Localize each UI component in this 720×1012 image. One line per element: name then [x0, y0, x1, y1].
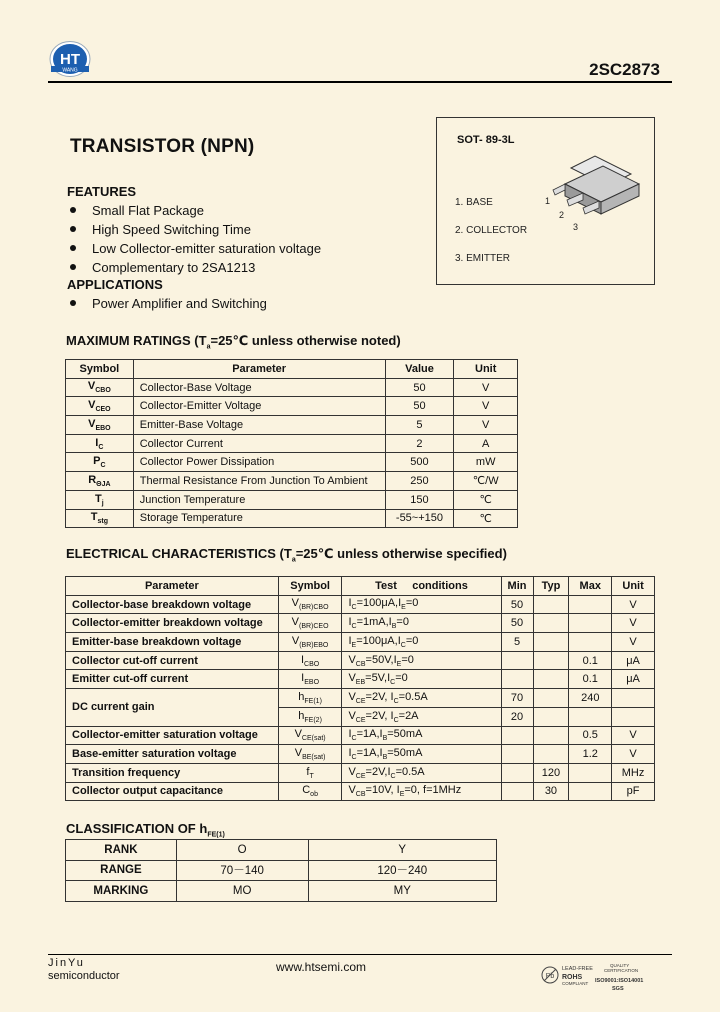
condition-cell: $V_{EB}=5V,I_C=0$	[342, 670, 501, 689]
table-cell: -55~+150	[385, 509, 454, 528]
table-cell	[533, 707, 569, 726]
table-cell: Collector Power Dissipation	[133, 453, 385, 472]
table-cell: Y	[308, 840, 497, 861]
symbol-cell: $h_{FE(1)}$	[278, 689, 342, 708]
table-cell: 5	[385, 416, 454, 435]
col-header: Symbol	[66, 360, 134, 379]
table-row	[66, 509, 518, 528]
symbol-cell: $R_{\Theta JA}$	[66, 472, 134, 491]
table-header-row	[66, 577, 655, 596]
pin-number-3: 3	[573, 222, 579, 232]
table-cell	[569, 782, 612, 801]
table-cell: 120	[533, 763, 569, 782]
table-cell: 240	[569, 689, 612, 708]
table-cell: A	[454, 434, 518, 453]
feature-item: High Speed Switching Time	[67, 220, 321, 239]
table-cell	[533, 670, 569, 689]
table-cell: 50	[385, 397, 454, 416]
applications-heading: APPLICATIONS	[67, 277, 163, 292]
table-cell: 250	[385, 472, 454, 491]
table-cell: MY	[308, 881, 497, 902]
table-cell: Emitter-base breakdown voltage	[66, 633, 279, 652]
table-cell	[533, 633, 569, 652]
col-header: Unit	[454, 360, 518, 379]
table-cell: 0.1	[569, 651, 612, 670]
package-name: SOT- 89-3L	[457, 134, 515, 146]
table-cell: 120－240	[308, 860, 497, 881]
col-header: Test conditions	[342, 577, 501, 596]
header-divider	[48, 81, 672, 83]
table-cell: 70－140	[176, 860, 308, 881]
table-row	[66, 472, 518, 491]
table-cell: pF	[612, 782, 655, 801]
footer-divider	[48, 954, 672, 955]
certification-logos	[540, 962, 660, 995]
max-ratings-table	[65, 359, 518, 528]
col-header: Typ	[533, 577, 569, 596]
electrical-characteristics-table	[65, 576, 655, 801]
table-cell: Collector-Emitter Voltage	[133, 397, 385, 416]
condition-cell: $V_{CB}=10V$, $I_E=0$, f=1MHz	[342, 782, 501, 801]
features-section	[67, 184, 321, 313]
application-item: Power Amplifier and Switching	[67, 294, 321, 313]
table-cell: 30	[533, 782, 569, 801]
symbol-cell: $V_{CE(sat)}$	[278, 726, 342, 745]
col-header: Max	[569, 577, 612, 596]
table-row	[66, 670, 655, 689]
table-row	[66, 595, 655, 614]
electrical-heading: ELECTRICAL CHARACTERISTICS ($T_a=25℃$ unless otherwise specified)	[66, 546, 507, 564]
table-cell: V	[612, 595, 655, 614]
symbol-cell: $V_{(BR)CEO}$	[278, 614, 342, 633]
feature-item: Small Flat Package	[67, 201, 321, 220]
table-row	[66, 726, 655, 745]
table-row	[66, 763, 655, 782]
table-cell	[501, 670, 533, 689]
table-cell: 20	[501, 707, 533, 726]
table-cell: Collector-base breakdown voltage	[66, 595, 279, 614]
table-cell: Base-emitter saturation voltage	[66, 745, 279, 764]
table-cell: O	[176, 840, 308, 861]
table-cell: 150	[385, 490, 454, 509]
symbol-cell: $I_{EBO}$	[278, 670, 342, 689]
condition-cell: $V_{CE}=2V,I_C=0.5A$	[342, 763, 501, 782]
table-cell: 500	[385, 453, 454, 472]
table-cell: Storage Temperature	[133, 509, 385, 528]
symbol-cell: $V_{CEO}$	[66, 397, 134, 416]
table-cell: Collector Current	[133, 434, 385, 453]
table-cell: V	[612, 614, 655, 633]
svg-text:ROHS: ROHS	[562, 974, 583, 981]
logo-text: HT	[60, 51, 80, 68]
table-cell: Collector cut-off current	[66, 651, 279, 670]
symbol-cell: $V_{BE(sat)}$	[278, 745, 342, 764]
table-cell: Transition frequency	[66, 763, 279, 782]
table-row	[66, 881, 497, 902]
pin-label-base: 1. BASE	[455, 197, 493, 208]
col-header: Symbol	[278, 577, 342, 596]
table-cell: ℃	[454, 509, 518, 528]
document-title: TRANSISTOR (NPN)	[70, 136, 255, 157]
table-cell: μA	[612, 651, 655, 670]
table-cell: mW	[454, 453, 518, 472]
table-cell: 50	[501, 614, 533, 633]
table-cell	[612, 707, 655, 726]
symbol-cell: $T_{stg}$	[66, 509, 134, 528]
feature-item: Low Collector-emitter saturation voltage	[67, 239, 321, 258]
table-cell	[533, 595, 569, 614]
features-heading: FEATURES	[67, 184, 137, 199]
col-header: Unit	[612, 577, 655, 596]
table-cell: RANGE	[66, 860, 177, 881]
table-cell: MO	[176, 881, 308, 902]
website-link[interactable]: www.htsemi.com	[276, 960, 367, 974]
table-row	[66, 745, 655, 764]
col-header: Value	[385, 360, 454, 379]
symbol-cell: $V_{CBO}$	[66, 378, 134, 397]
table-cell	[569, 707, 612, 726]
symbol-cell: $f_T$	[278, 763, 342, 782]
symbol-cell: $C_{ob}$	[278, 782, 342, 801]
table-cell: Emitter-Base Voltage	[133, 416, 385, 435]
package-box	[436, 117, 655, 285]
sot89-package-icon	[543, 148, 648, 238]
svg-text:LEAD-FREE: LEAD-FREE	[562, 966, 593, 972]
table-cell: 0.1	[569, 670, 612, 689]
svg-text:CERTIFICATION: CERTIFICATION	[604, 968, 639, 973]
table-cell: RANK	[66, 840, 177, 861]
symbol-cell: $V_{(BR)EBO}$	[278, 633, 342, 652]
table-cell	[533, 614, 569, 633]
table-cell: 50	[501, 595, 533, 614]
symbol-cell: $T_j$	[66, 490, 134, 509]
table-cell: Collector-Base Voltage	[133, 378, 385, 397]
col-header: Parameter	[66, 577, 279, 596]
condition-cell: $V_{CE}=2V$, $I_C=0.5A$	[342, 689, 501, 708]
table-row	[66, 840, 497, 861]
table-cell	[501, 745, 533, 764]
col-header: Min	[501, 577, 533, 596]
table-cell	[501, 726, 533, 745]
table-row	[66, 651, 655, 670]
col-header: Parameter	[133, 360, 385, 379]
table-cell: 70	[501, 689, 533, 708]
table-row	[66, 416, 518, 435]
company-logo	[48, 40, 92, 78]
condition-cell: $I_E=100\mu A,I_C=0$	[342, 633, 501, 652]
condition-cell: $V_{CE}=2V$, $I_C=2A$	[342, 707, 501, 726]
symbol-cell: $V_{(BR)CBO}$	[278, 595, 342, 614]
max-ratings-heading: MAXIMUM RATINGS ($T_a=25℃$ unless otherwise noted)	[66, 333, 401, 351]
table-cell	[533, 726, 569, 745]
condition-cell: $I_C=1mA,I_B=0$	[342, 614, 501, 633]
part-number: 2SC2873	[589, 60, 660, 79]
table-cell: MHz	[612, 763, 655, 782]
condition-cell: $I_C=1A,I_B=50mA$	[342, 745, 501, 764]
pin-number-1: 1	[545, 196, 551, 206]
table-row	[66, 453, 518, 472]
classification-table	[65, 839, 497, 902]
symbol-cell: $I_C$	[66, 434, 134, 453]
table-cell: V	[454, 397, 518, 416]
features-list	[67, 201, 321, 277]
table-cell	[612, 689, 655, 708]
table-header-row	[66, 360, 518, 379]
pin-label-emitter: 3. EMITTER	[455, 253, 511, 264]
table-row	[66, 689, 655, 708]
table-cell	[569, 633, 612, 652]
company-name-line2: semiconductor	[48, 970, 120, 982]
table-row	[66, 614, 655, 633]
table-row	[66, 633, 655, 652]
table-cell: MARKING	[66, 881, 177, 902]
pin-label-collector: 2. COLLECTOR	[455, 225, 528, 236]
feature-item: Complementary to 2SA1213	[67, 258, 321, 277]
svg-text:SGS: SGS	[612, 986, 624, 992]
condition-cell: $I_C=1A,I_B=50mA$	[342, 726, 501, 745]
table-cell: Collector-emitter breakdown voltage	[66, 614, 279, 633]
table-row	[66, 860, 497, 881]
table-cell: ℃	[454, 490, 518, 509]
table-cell	[501, 651, 533, 670]
table-row	[66, 434, 518, 453]
classification-heading: CLASSIFICATION OF $h_{FE(1)}$	[66, 821, 225, 839]
symbol-cell: $P_C$	[66, 453, 134, 472]
table-cell	[569, 763, 612, 782]
company-name-line1: JinYu	[48, 957, 85, 969]
svg-text:ISO9001:ISO14001: ISO9001:ISO14001	[595, 978, 644, 984]
table-row	[66, 378, 518, 397]
table-cell: V	[612, 726, 655, 745]
table-row	[66, 782, 655, 801]
logo-subtext: WANG	[62, 67, 78, 74]
symbol-cell: $V_{EBO}$	[66, 416, 134, 435]
svg-text:Pb: Pb	[545, 973, 555, 980]
table-cell: V	[454, 378, 518, 397]
table-cell	[501, 782, 533, 801]
table-cell: DC current gain	[66, 689, 279, 726]
symbol-cell: $I_{CBO}$	[278, 651, 342, 670]
table-cell	[501, 763, 533, 782]
table-cell: μA	[612, 670, 655, 689]
table-cell: 1.2	[569, 745, 612, 764]
table-cell: Thermal Resistance From Junction To Ambient	[133, 472, 385, 491]
table-cell	[569, 595, 612, 614]
table-cell: Junction Temperature	[133, 490, 385, 509]
table-cell: 5	[501, 633, 533, 652]
table-row	[66, 490, 518, 509]
applications-list	[67, 294, 321, 313]
condition-cell: $I_C=100\mu A,I_E=0$	[342, 595, 501, 614]
table-cell: V	[612, 633, 655, 652]
table-cell	[569, 614, 612, 633]
company-name	[48, 957, 120, 983]
table-cell: Collector-emitter saturation voltage	[66, 726, 279, 745]
condition-cell: $V_{CB}=50V,I_E=0$	[342, 651, 501, 670]
table-cell: V	[454, 416, 518, 435]
table-cell: Collector output capacitance	[66, 782, 279, 801]
certification-icon	[540, 962, 660, 992]
table-cell	[533, 689, 569, 708]
table-cell: Emitter cut-off current	[66, 670, 279, 689]
table-cell	[533, 745, 569, 764]
table-row	[66, 397, 518, 416]
table-cell: 2	[385, 434, 454, 453]
svg-text:QUALITY: QUALITY	[610, 963, 630, 968]
table-cell	[533, 651, 569, 670]
table-cell: ℃/W	[454, 472, 518, 491]
table-cell: V	[612, 745, 655, 764]
table-cell: 0.5	[569, 726, 612, 745]
symbol-cell: $h_{FE(2)}$	[278, 707, 342, 726]
pin-number-2: 2	[559, 210, 565, 220]
svg-text:COMPLIANT: COMPLIANT	[562, 981, 589, 986]
table-cell: 50	[385, 378, 454, 397]
